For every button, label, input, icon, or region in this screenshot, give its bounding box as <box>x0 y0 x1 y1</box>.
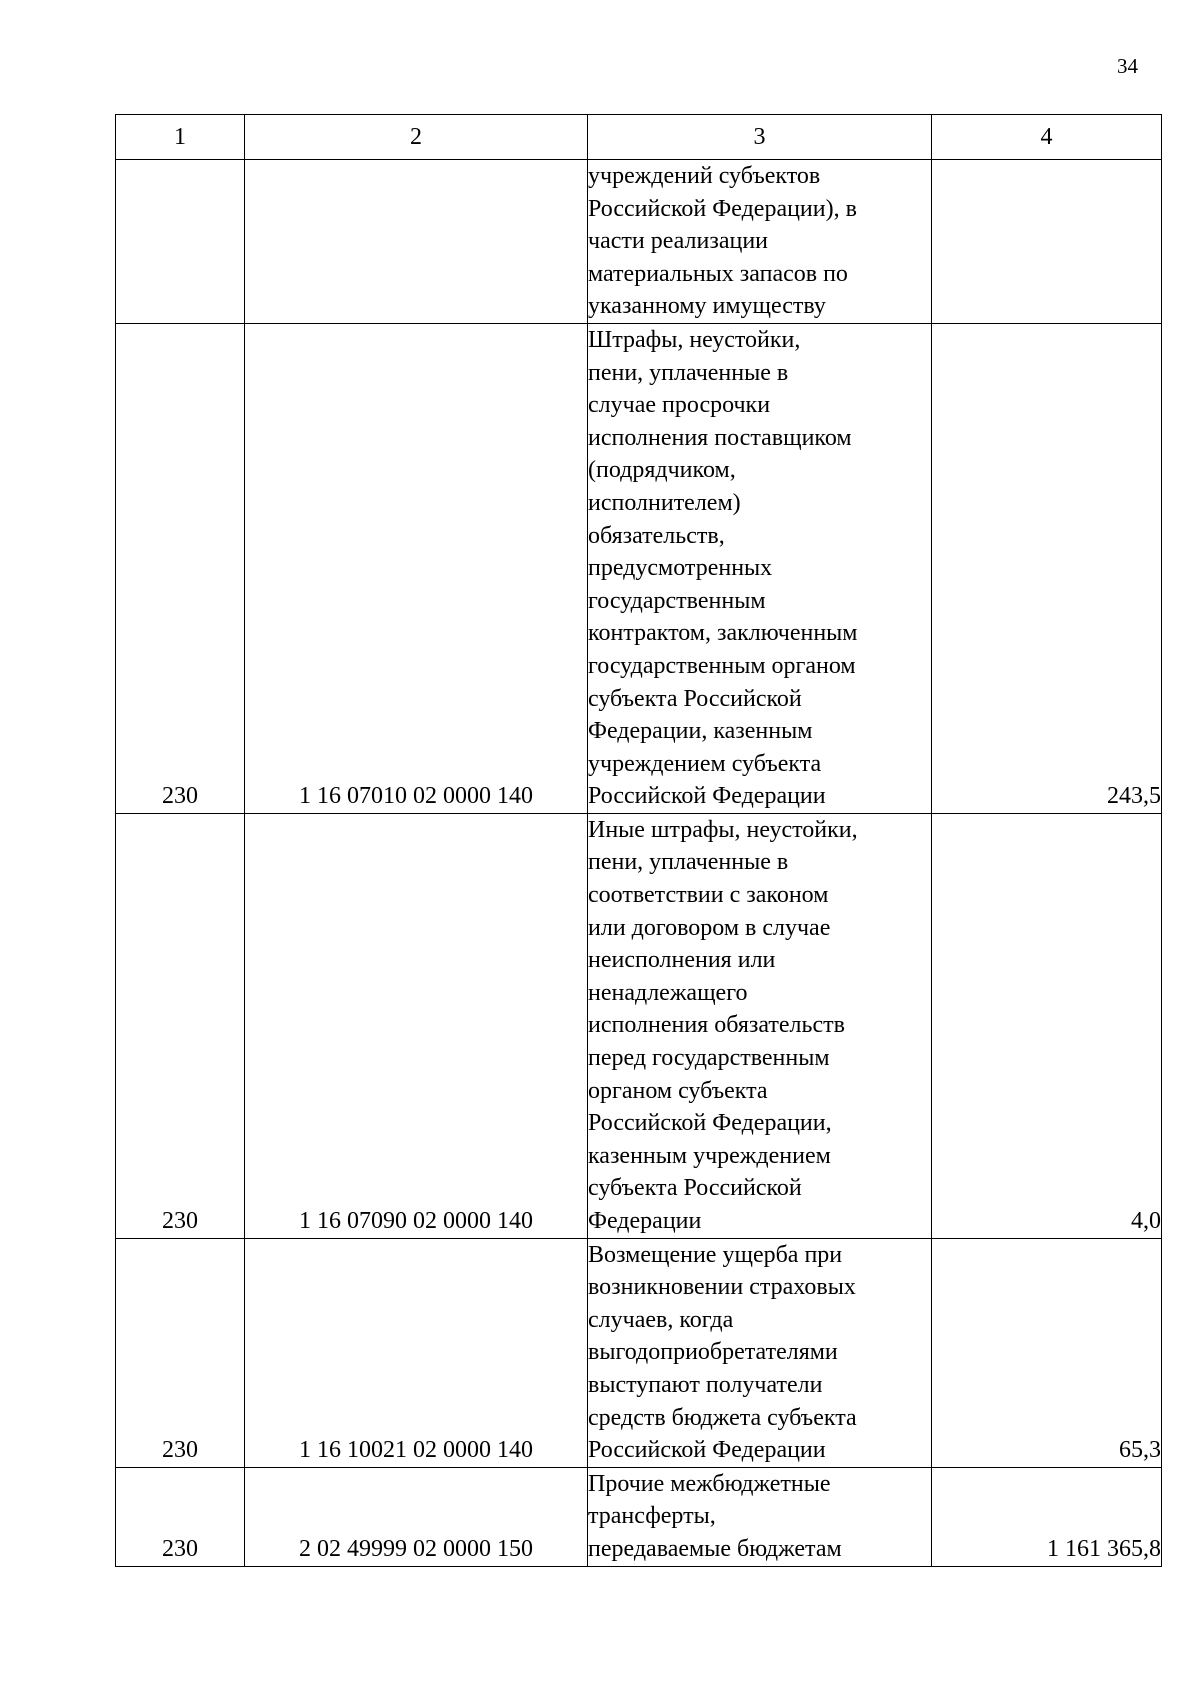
description-line: указанному имуществу <box>588 293 826 320</box>
table-row <box>116 160 1162 324</box>
description-line: Российской Федерации), в <box>588 195 857 222</box>
description-line: передаваемые бюджетам <box>588 1535 842 1562</box>
table-body <box>116 160 1162 1567</box>
description-line: казенным учреждением <box>588 1142 831 1169</box>
header-row <box>116 115 1162 160</box>
description-line: выступают получатели <box>588 1371 823 1398</box>
description-line: (подрядчиком, <box>588 457 736 484</box>
description-line: Прочие межбюджетные <box>588 1470 831 1497</box>
budget-code-cell: 1 16 10021 02 0000 140 <box>245 1238 588 1467</box>
description-line: исполнения обязательств <box>588 1012 845 1039</box>
description-line: Федерации <box>588 1208 702 1234</box>
description-line: или договором в случае <box>588 914 831 941</box>
budget-code-cell <box>245 160 588 324</box>
description-line: Возмещение ущерба при <box>588 1241 843 1268</box>
description-cell <box>588 1467 932 1566</box>
admin-code-cell: 230 <box>116 323 245 813</box>
description-line: средств бюджета субъекта <box>588 1404 857 1431</box>
description-line: контрактом, заключенным <box>588 620 858 647</box>
budget-code-cell: 1 16 07090 02 0000 140 <box>245 813 588 1238</box>
admin-code-cell: 230 <box>116 813 245 1238</box>
description-line: случае просрочки <box>588 392 771 419</box>
description-cell <box>588 160 932 324</box>
description-cell <box>588 323 932 813</box>
header-cell-amount-column: 4 <box>932 115 1162 160</box>
description-line: пени, уплаченные в <box>588 849 789 876</box>
description-line: части реализации <box>588 228 768 255</box>
amount-cell <box>932 160 1162 324</box>
admin-code-cell: 230 <box>116 1238 245 1467</box>
description-line: ненадлежащего <box>588 979 748 1006</box>
admin-code-cell <box>116 160 245 324</box>
description-line: возникновении страховых <box>588 1274 856 1301</box>
description-line: субъекта Российской <box>588 685 802 712</box>
description-line: исполнителем) <box>588 489 741 516</box>
description-cell <box>588 813 932 1238</box>
description-line: исполнения поставщиком <box>588 424 852 451</box>
table-row <box>116 1467 1162 1566</box>
description-line: случаев, когда <box>588 1306 734 1333</box>
header-cell-description-column: 3 <box>588 115 932 160</box>
description-line: государственным органом <box>588 652 856 679</box>
description-line: трансферты, <box>588 1503 716 1530</box>
budget-code-cell: 2 02 49999 02 0000 150 <box>245 1467 588 1566</box>
description-line: Штрафы, неустойки, <box>588 326 801 353</box>
description-line: материальных запасов по <box>588 260 848 287</box>
budget-code-cell: 1 16 07010 02 0000 140 <box>245 323 588 813</box>
amount-cell: 4,0 <box>932 813 1162 1238</box>
amount-cell: 1 161 365,8 <box>932 1467 1162 1566</box>
description-line: пени, уплаченные в <box>588 359 789 386</box>
description-line: Российской Федерации <box>588 783 826 810</box>
table-row <box>116 1238 1162 1467</box>
description-line: Российской Федерации, <box>588 1110 832 1137</box>
page-number: 34 <box>1117 54 1138 78</box>
description-line: учреждений субъектов <box>588 163 821 189</box>
description-line: неисполнения или <box>588 947 776 974</box>
description-line: учреждением субъекта <box>588 750 822 777</box>
description-line: государственным <box>588 587 766 614</box>
description-line: выгодоприобретателями <box>588 1339 838 1366</box>
description-line: органом субъекта <box>588 1077 768 1104</box>
description-line: перед государственным <box>588 1045 830 1072</box>
description-line: обязательств, <box>588 522 725 549</box>
table-row <box>116 813 1162 1238</box>
amount-cell: 243,5 <box>932 323 1162 813</box>
description-line: Российской Федерации <box>588 1437 826 1464</box>
description-cell <box>588 1238 932 1467</box>
admin-code-cell: 230 <box>116 1467 245 1566</box>
amount-cell: 65,3 <box>932 1238 1162 1467</box>
table-row <box>116 323 1162 813</box>
description-line: соответствии с законом <box>588 882 829 909</box>
header-cell-admin-column: 1 <box>116 115 245 160</box>
description-line: Федерации, казенным <box>588 718 813 745</box>
header-cell-code-column: 2 <box>245 115 588 160</box>
description-line: предусмотренных <box>588 555 773 582</box>
description-line: субъекта Российской <box>588 1175 802 1202</box>
budget-revenue-table <box>115 114 1162 1567</box>
description-line: Иные штрафы, неустойки, <box>588 816 858 843</box>
